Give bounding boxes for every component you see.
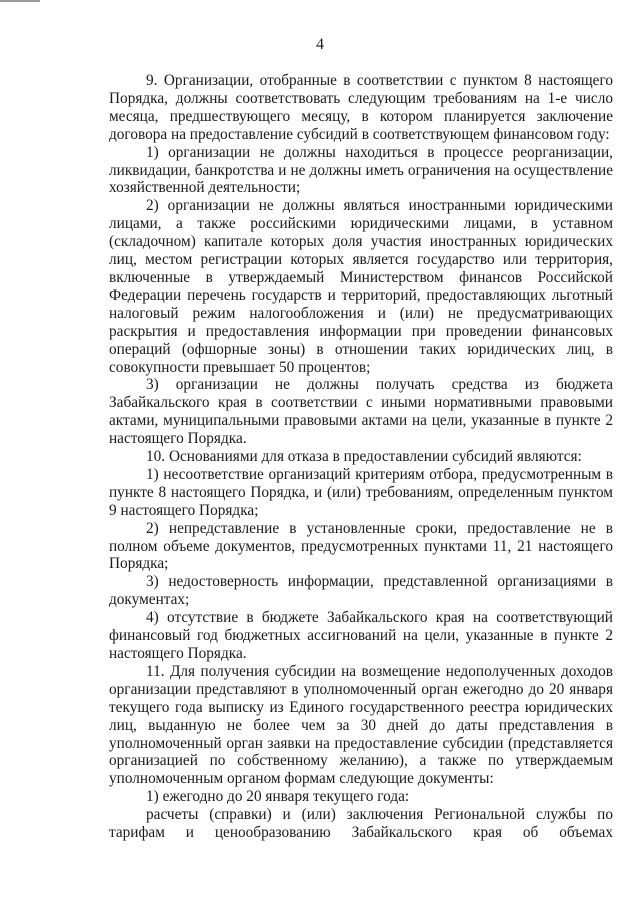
paragraph-10-item-4: 4) отсутствие в бюджете Забайкальского края на соответствующий финансовый год бюджетных ассигнований на цели, указанные в пункте 2 настоящего Порядка. — [109, 609, 613, 662]
page-number: 4 — [316, 36, 324, 53]
paragraph-10-refusal-grounds: 10. Основаниями для отказа в предоставлении субсидий являются: — [146, 448, 582, 466]
paragraph-11-item-1-text: расчеты (справки) и (или) заключения Региональной службы по тарифам и ценообразованию Забайкальского края об объемах — [109, 806, 613, 842]
paragraph-10-item-2: 2) непредставление в установленные сроки, предоставление не в полном объеме документов, предусмотренных пунктами 11, 21 настоящего Порядка; — [109, 519, 613, 573]
paragraph-9-item-1: 1) организации не должны находиться в процессе реорганизации, ликвидации, банкротства и не должны иметь ограничения на осуществление хозяйственной деятельности; — [109, 143, 613, 197]
top-edge-line — [0, 0, 40, 2]
paragraph-9-requirements: 9. Организации, отобранные в соответствии с пунктом 8 настоящего Порядка, должны соответствовать следующим требованиям на 1-е число месяца, предшествующего месяцу, в котором планируется заключение договора на предоставление субсидий в соответствующем финансовом году: — [109, 72, 613, 143]
document-body — [109, 72, 613, 842]
paragraph-11-item-1: 1) ежегодно до 20 января текущего года: — [146, 788, 410, 806]
paragraph-9-item-3: 3) организации не должны получать средства из бюджета Забайкальского края в соответствии с иными нормативными правовыми актами, муниципальными правовыми актами на цели, указанные в пункте 2 настоящего Порядка. — [109, 376, 613, 448]
paragraph-9-item-2: 2) организации не должны являться иностранными юридическими лицами, а также российскими юридическими лицами, в уставном (складочном) капитале которых доля участия иностранных юридических лиц, местом регистрации которых является государство или территория, включенные в утверждаемый Министерством финансов Российской Федерации перечень государств и территорий, предоставляющих льготный налоговый режим налогообложения и (или) не предусматривающих раскрытия и предоставления информации при проведении финансовых операций (офшорные зоны) в отношении таких юридических лиц, в совокупности превышает 50 процентов; — [109, 197, 613, 376]
paragraph-10-item-3: 3) недостоверность информации, представленной организациями в документах; — [109, 573, 613, 609]
paragraph-10-item-1: 1) несоответствие организаций критериям отбора, предусмотренным в пункте 8 настоящего Порядка, и (или) требованиям, определенным пунктом 9 настоящего Порядка; — [109, 465, 613, 519]
paragraph-11-documents: 11. Для получения субсидии на возмещение недополученных доходов организации представляют в уполномоченный орган ежегодно до 20 января текущего года выписку из Единого государственного реестра юридических лиц, выданную не более чем за 30 дней до даты представления в уполномоченный орган заявки на предоставление субсидии (представляется организацией по собственному желанию), а также по утверждаемым уполномоченным органом формам следующие документы: — [109, 662, 613, 788]
